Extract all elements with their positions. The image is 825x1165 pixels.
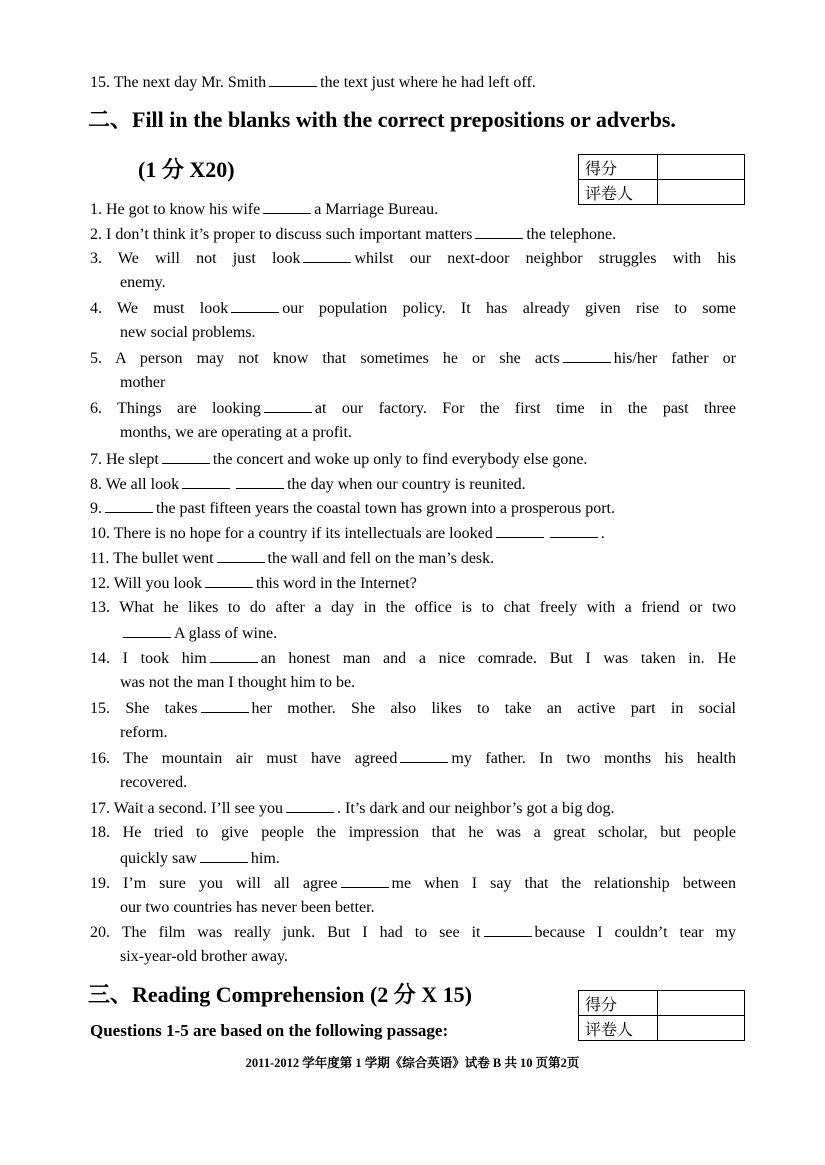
answer-blank[interactable] bbox=[201, 698, 249, 713]
item-text: this word in the Internet? bbox=[255, 575, 417, 592]
item-text: 14. I took him bbox=[90, 650, 207, 667]
answer-blank[interactable] bbox=[269, 72, 317, 87]
item-text: . bbox=[600, 525, 605, 542]
item-text: 10. There is no hope for a country if its intellectuals are looked bbox=[90, 525, 493, 542]
item-text: 7. He slept bbox=[90, 451, 159, 468]
answer-blank[interactable] bbox=[182, 474, 230, 489]
fill-blank-item-3 bbox=[90, 248, 736, 269]
answer-blank[interactable] bbox=[105, 498, 153, 513]
answer-blank[interactable] bbox=[264, 398, 312, 413]
answer-blank[interactable] bbox=[123, 623, 171, 638]
fill-blank-item-19-continuation bbox=[120, 898, 736, 918]
answer-blank[interactable] bbox=[484, 922, 532, 937]
fill-blank-item-7 bbox=[90, 449, 736, 470]
grader-cell[interactable] bbox=[658, 1016, 745, 1041]
fill-blank-item-20-continuation bbox=[120, 947, 736, 967]
item-text: 9. bbox=[90, 500, 102, 517]
answer-blank[interactable] bbox=[236, 474, 284, 489]
grader-label: 评卷人 bbox=[579, 180, 658, 205]
score-label: 得分 bbox=[579, 155, 658, 180]
answer-blank[interactable] bbox=[231, 298, 279, 313]
fill-blank-item-8 bbox=[90, 474, 736, 495]
item-text: mother bbox=[120, 374, 166, 391]
item-text: enemy. bbox=[120, 274, 166, 291]
item-text: at our factory. For the first time in the past three bbox=[314, 400, 736, 417]
item-text: 20. The film was really junk. But I had to see it bbox=[90, 924, 481, 941]
answer-blank[interactable] bbox=[217, 548, 265, 563]
item-text: his/her father or bbox=[613, 350, 736, 367]
item-text: 17. Wait a second. I’ll see you bbox=[90, 800, 284, 817]
item-text: an honest man and a nice comrade. But I was taken in. He bbox=[260, 650, 736, 667]
item-text: 5. A person may not know that sometimes he or she acts bbox=[90, 350, 560, 367]
item-text: 15. The next day Mr. Smith bbox=[90, 74, 267, 91]
answer-blank[interactable] bbox=[341, 873, 389, 888]
item-text: whilst our next-door neighbor struggles with his bbox=[354, 250, 736, 267]
item-15-previous-section bbox=[90, 72, 736, 93]
fill-blank-item-9 bbox=[90, 498, 736, 519]
fill-blank-item-16-continuation bbox=[120, 773, 736, 793]
page-footer: 2011-2012 学年度第 1 学期《综合英语》试卷 B 共 10 页第2页 bbox=[245, 1056, 580, 1070]
fill-blank-item-5 bbox=[90, 348, 736, 369]
item-text: 13. What he likes to do after a day in the office is to chat freely with a friend or two bbox=[90, 599, 736, 616]
grader-label: 评卷人 bbox=[579, 1016, 658, 1041]
fill-blank-item-18 bbox=[90, 823, 736, 843]
item-text: 12. Will you look bbox=[90, 575, 202, 592]
item-text: the text just where he had left off. bbox=[320, 74, 536, 91]
fill-blank-item-15 bbox=[90, 698, 736, 719]
answer-blank[interactable] bbox=[475, 224, 523, 239]
score-cell[interactable] bbox=[658, 155, 745, 180]
item-text: me when I say that the relationship between bbox=[391, 875, 736, 892]
fill-blank-item-20 bbox=[90, 922, 736, 943]
answer-blank[interactable] bbox=[286, 798, 334, 813]
item-text: 2. I don’t think it’s proper to discuss such important matters bbox=[90, 226, 473, 243]
fill-blank-item-16 bbox=[90, 748, 736, 769]
item-text: 6. Things are looking bbox=[90, 400, 261, 417]
item-text: 3. We will not just look bbox=[90, 250, 301, 267]
item-text: 8. We all look bbox=[90, 476, 180, 493]
fill-blank-item-14-continuation bbox=[120, 673, 736, 693]
answer-blank[interactable] bbox=[400, 748, 448, 763]
item-text: quickly saw bbox=[120, 850, 197, 867]
fill-blank-item-18-continuation bbox=[120, 848, 736, 869]
item-text: the day when our country is reunited. bbox=[287, 476, 526, 493]
fill-blank-item-10 bbox=[90, 523, 736, 544]
answer-blank[interactable] bbox=[563, 348, 611, 363]
item-text: new social problems. bbox=[120, 324, 256, 341]
item-text: 4. We must look bbox=[90, 300, 229, 317]
item-text: the past fifteen years the coastal town has grown into a prosperous port. bbox=[156, 500, 615, 517]
item-text: 1. He got to know his wife bbox=[90, 201, 261, 218]
item-text: 16. The mountain air must have agreed bbox=[90, 750, 398, 767]
item-text: because I couldn’t tear my bbox=[534, 924, 737, 941]
answer-blank[interactable] bbox=[200, 848, 248, 863]
fill-blank-item-6 bbox=[90, 398, 736, 419]
section-2-title: 二、Fill in the blanks with the correct prepositions or adverbs. bbox=[88, 107, 676, 132]
item-text: our two countries has never been better. bbox=[120, 899, 375, 916]
item-text: was not the man I thought him to be. bbox=[120, 674, 356, 691]
item-text: A glass of wine. bbox=[174, 625, 278, 642]
fill-blank-item-11 bbox=[90, 548, 736, 569]
item-text: the wall and fell on the man’s desk. bbox=[267, 550, 495, 567]
fill-blank-item-12 bbox=[90, 573, 736, 594]
fill-blank-item-4 bbox=[90, 298, 736, 319]
fill-blank-item-15-continuation bbox=[120, 723, 736, 743]
fill-blank-item-17 bbox=[90, 798, 736, 819]
fill-blank-item-19 bbox=[90, 873, 736, 894]
score-table-section-3 bbox=[578, 990, 745, 1041]
fill-blank-item-3-continuation bbox=[120, 273, 736, 293]
answer-blank[interactable] bbox=[263, 199, 311, 214]
fill-blank-item-1 bbox=[90, 199, 736, 220]
item-text: . It’s dark and our neighbor’s got a big dog. bbox=[337, 800, 615, 817]
answer-blank[interactable] bbox=[550, 523, 598, 538]
section-3-title: 三、Reading Comprehension (2 分 X 15) bbox=[88, 982, 473, 1007]
item-text: six-year-old brother away. bbox=[120, 948, 288, 965]
item-text: her mother. She also likes to take an active part in social bbox=[251, 700, 737, 717]
item-text: recovered. bbox=[120, 774, 188, 791]
item-text: months, we are operating at a profit. bbox=[120, 424, 352, 441]
answer-blank[interactable] bbox=[162, 449, 210, 464]
score-cell[interactable] bbox=[658, 991, 745, 1016]
fill-blank-item-13-continuation bbox=[120, 623, 736, 644]
item-text: reform. bbox=[120, 724, 168, 741]
item-text: the concert and woke up only to find everybody else gone. bbox=[212, 451, 588, 468]
questions-intro: Questions 1-5 are based on the following passage: bbox=[90, 1021, 449, 1040]
item-text: the telephone. bbox=[526, 226, 617, 243]
answer-blank[interactable] bbox=[205, 573, 253, 588]
score-table-section-2 bbox=[578, 154, 745, 205]
score-label: 得分 bbox=[579, 991, 658, 1016]
fill-blank-item-13 bbox=[90, 598, 736, 618]
item-text: 18. He tried to give people the impression that he was a great scholar, but people bbox=[90, 824, 736, 841]
fill-blank-item-6-continuation bbox=[120, 423, 736, 443]
fill-blank-item-5-continuation bbox=[120, 373, 736, 393]
fill-blank-item-2 bbox=[90, 224, 736, 245]
answer-blank[interactable] bbox=[210, 648, 258, 663]
fill-blank-item-4-continuation bbox=[120, 323, 736, 343]
item-text: a Marriage Bureau. bbox=[314, 201, 439, 218]
item-text: 11. The bullet went bbox=[90, 550, 214, 567]
fill-blank-item-14 bbox=[90, 648, 736, 669]
answer-blank[interactable] bbox=[496, 523, 544, 538]
item-text: him. bbox=[250, 850, 280, 867]
item-text: my father. In two months his health bbox=[451, 750, 737, 767]
item-text: 15. She takes bbox=[90, 700, 198, 717]
answer-blank[interactable] bbox=[303, 248, 351, 263]
section-2-points: (1 分 X20) bbox=[138, 157, 235, 182]
item-text: our population policy. It has already given rise to some bbox=[282, 300, 736, 317]
item-text: 19. I’m sure you will all agree bbox=[90, 875, 338, 892]
